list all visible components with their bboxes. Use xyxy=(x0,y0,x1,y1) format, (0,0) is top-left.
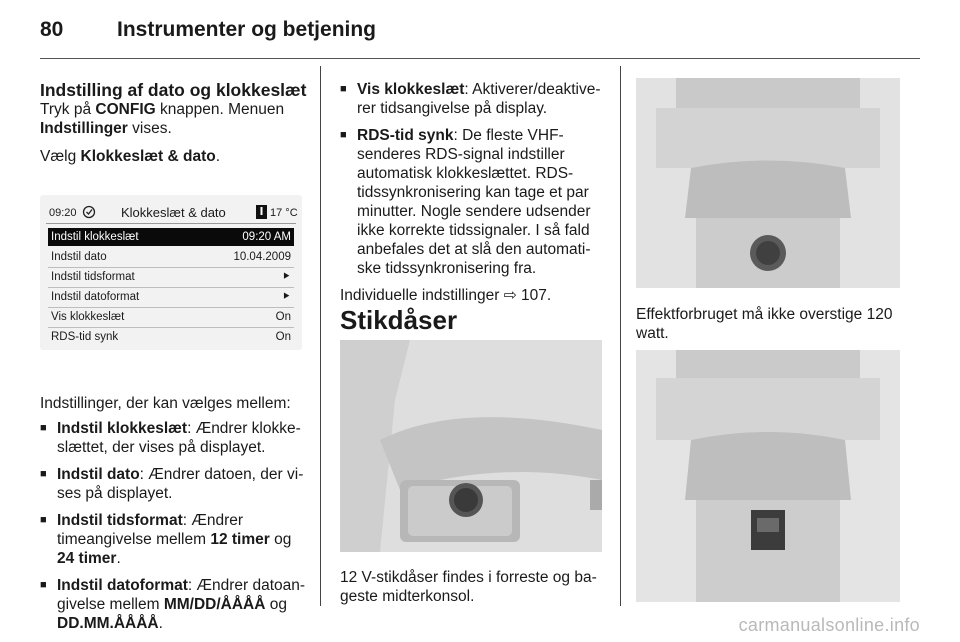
clock-icon xyxy=(82,205,96,219)
screen-title: Klokkeslæt & dato xyxy=(121,205,226,220)
list-item: ■ Indstil tidsformat: Ændrer timeangivelse mellem 12 timer og 24 timer. xyxy=(40,511,308,568)
arrow-right-icon: ⇨ xyxy=(503,287,517,304)
screen-row-rds-sync: RDS-tid synk On xyxy=(51,331,291,343)
screen-row-set-time: Indstil klokkeslæt 09:20 AM xyxy=(48,228,294,246)
chevron-right-icon: ⯈ xyxy=(281,291,291,303)
screen-top-rule xyxy=(46,223,296,224)
screen-status-bar xyxy=(44,202,298,222)
thermometer-icon xyxy=(256,205,267,219)
screen-row-date-format: Indstil datoformat ⯈ xyxy=(48,288,294,306)
screen-time: 09:20 xyxy=(49,207,77,219)
rear-usb-illustration xyxy=(636,350,900,602)
screen-temperature: 17 °C xyxy=(270,207,298,219)
screen-row-set-date: Indstil dato 10.04.2009 xyxy=(51,251,291,263)
screen-row-time-format: Indstil tidsformat ⯈ xyxy=(48,268,294,286)
intro-paragraph: Tryk på CONFIG knappen. Menuen Indstillinger vises. xyxy=(40,101,285,137)
power-limit-text: Effektforbruget må ikke overstige 120 watt. xyxy=(636,306,893,342)
individual-settings-reference: Individuelle indstillinger ⇨ 107. xyxy=(340,287,552,304)
column-divider-1 xyxy=(320,66,321,606)
rear-console-photo-bottom xyxy=(636,350,900,602)
options-intro: Indstillinger, der kan vælges mellem: xyxy=(40,395,291,412)
rear-console-photo-top xyxy=(636,78,900,288)
options-list xyxy=(40,419,308,633)
list-item: ■ RDS-tid synk: De fleste VHF-senderes RDS-signal indstiller automatisk klokkeslættet. RDS-tidssynkronisering kan tage et par minutter. Nogle sendere udsender ikke korrekte tidssignaler. I så fald anbefales det at slå den automatiske tidssynkronisering fra. xyxy=(340,126,606,278)
select-term: Klokkeslæt & dato xyxy=(80,148,216,165)
page-header xyxy=(40,14,920,48)
header-divider xyxy=(40,58,920,59)
front-console-photo xyxy=(340,340,602,552)
column-1 xyxy=(40,80,308,166)
list-item: ■ Indstil klokkeslæt: Ændrer klokkeslættet, der vises på displayet. xyxy=(40,419,308,457)
menu-term: Indstillinger xyxy=(40,120,128,137)
section-heading-sockets: Stikdåser xyxy=(340,305,458,335)
config-term: CONFIG xyxy=(95,101,156,118)
section-heading-date-time: Indstilling af dato og klokkeslæt xyxy=(40,80,307,100)
options-section xyxy=(40,394,308,641)
options-list-continued xyxy=(340,80,606,278)
column-2 xyxy=(340,80,606,305)
page-title: Instrumenter og betjening xyxy=(117,18,377,41)
rear-socket-illustration xyxy=(636,78,900,288)
watermark: carmanualsonline.info xyxy=(738,615,920,635)
select-paragraph: Vælg Klokkeslæt & dato. xyxy=(40,148,221,165)
list-item: ■ Indstil datoformat: Ændrer datoangivelse mellem MM/DD/ÅÅÅÅ og DD.MM.ÅÅÅÅ. xyxy=(40,576,308,633)
front-socket-illustration xyxy=(340,340,602,552)
socket-caption: 12 V-stikdåser findes i forreste og bageste midterkonsol. xyxy=(340,569,597,605)
page-number: 80 xyxy=(40,18,64,41)
list-item: ■ Indstil dato: Ændrer datoen, der vises på displayet. xyxy=(40,465,308,503)
list-item: ■ Vis klokkeslæt: Aktiverer/deaktiverer tidsangivelse på display. xyxy=(340,80,606,118)
screen-row-show-time: Vis klokkeslæt On xyxy=(51,311,291,323)
chevron-right-icon: ⯈ xyxy=(281,271,291,283)
column-divider-2 xyxy=(620,66,621,606)
display-screen-illustration xyxy=(40,195,302,350)
